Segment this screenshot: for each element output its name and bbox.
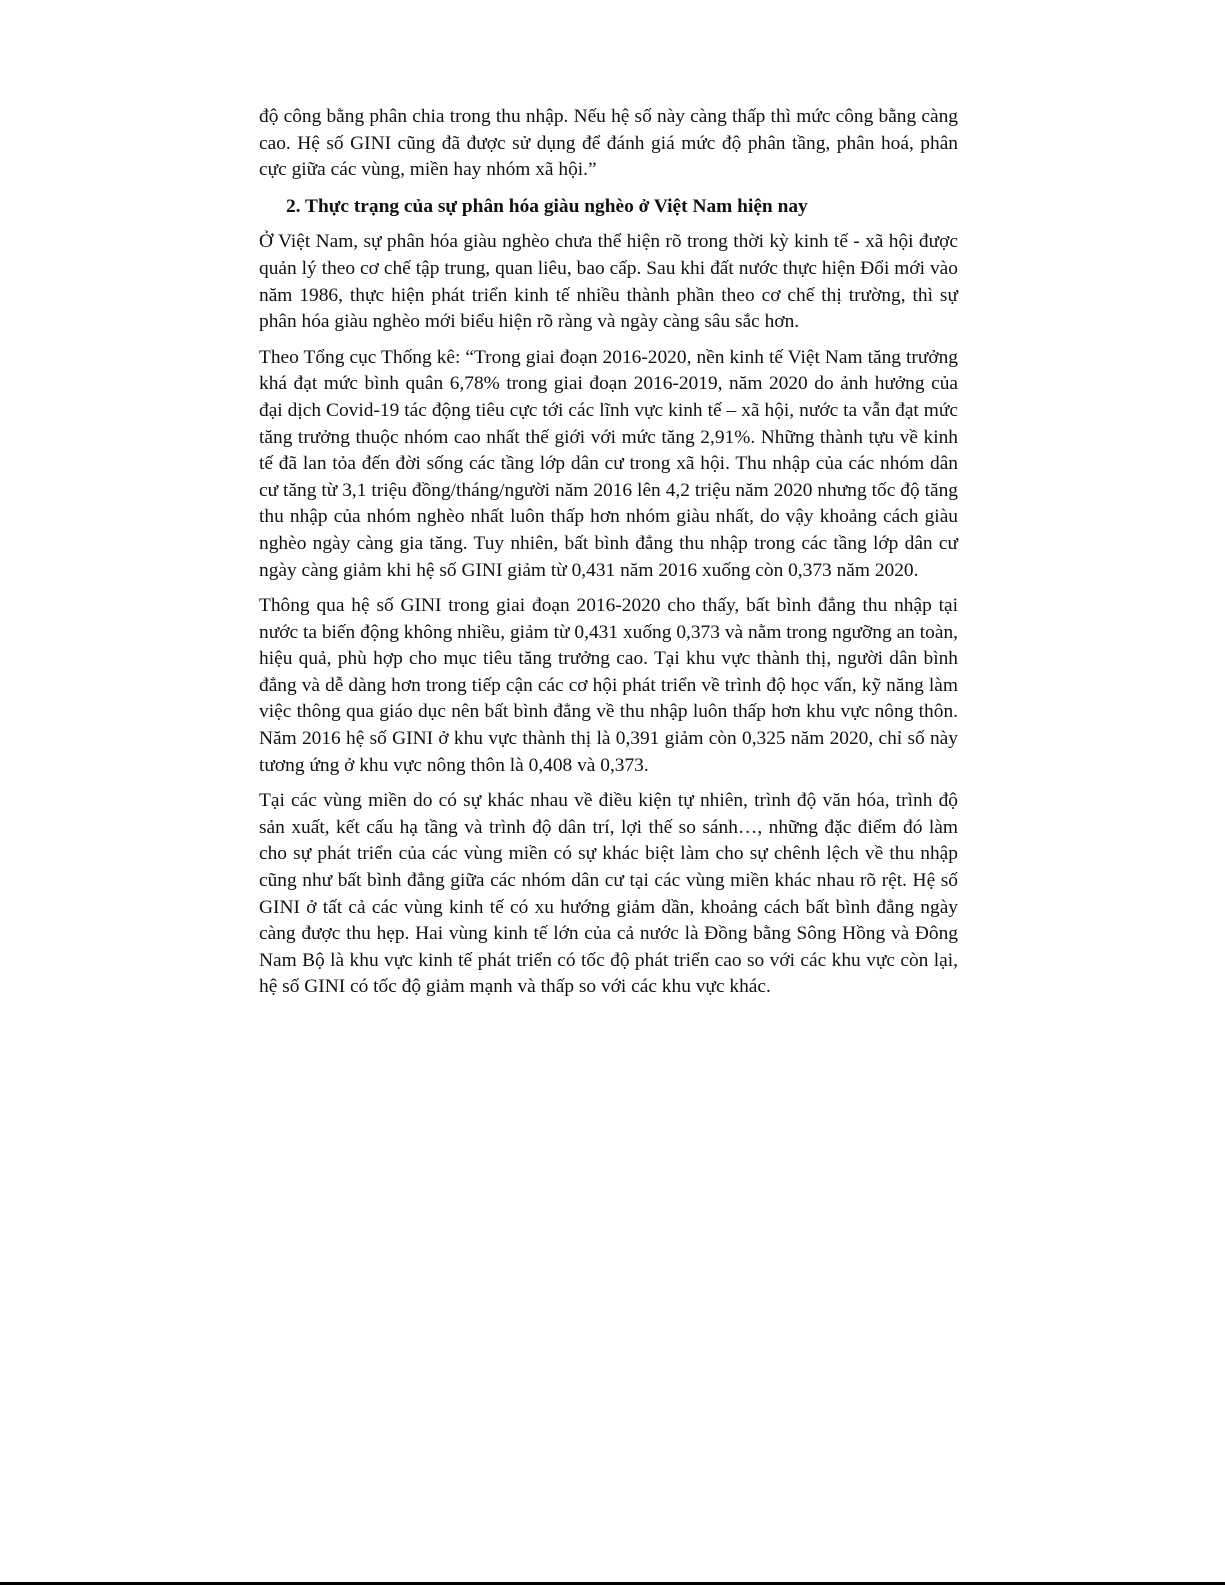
paragraph-overview: Ở Việt Nam, sự phân hóa giàu nghèo chưa thể hiện rõ trong thời kỳ kinh tế - xã hội được quản lý theo cơ chế tập trung, quan liêu, bao cấp. Sau khi đất nước thực hiện Đổi mới vào năm 1986, thực hiện phát triển kinh tế nhiều thành phần theo cơ chế thị trường, thì sự phân hóa giàu nghèo mới biểu hiện rõ ràng và ngày càng sâu sắc hơn.	[259, 231, 958, 333]
document-page	[259, 104, 958, 1001]
paragraph-regional: Tại các vùng miền do có sự khác nhau về điều kiện tự nhiên, trình độ văn hóa, trình độ sản xuất, kết cấu hạ tầng và trình độ dân trí, lợi thế so sánh…, những đặc điểm đó làm cho sự phát triển của các vùng miền có sự khác biệt làm cho sự chênh lệch về thu nhập cũng như bất bình đẳng giữa các nhóm dân cư tại các vùng miền khác nhau rõ rệt. Hệ số GINI ở tất cả các vùng kinh tế có xu hướng giảm dần, khoảng cách bất bình đẳng ngày càng được thu hẹp. Hai vùng kinh tế lớn của cả nước là Đồng bằng Sông Hồng và Đông Nam Bộ là khu vực kinh tế phát triển có tốc độ phát triển cao so với các khu vực còn lại, hệ số GINI có tốc độ giảm mạnh và thấp so với các khu vực khác.	[259, 790, 958, 998]
intro-paragraph: độ công bằng phân chia trong thu nhập. Nếu hệ số này càng thấp thì mức công bằng càng cao. Hệ số GINI cũng đã được sử dụng để đánh giá mức độ phân tầng, phân hoá, phân cực giữa các vùng, miền hay nhóm xã hội.”	[259, 106, 958, 181]
paragraph-statistics: Theo Tổng cục Thống kê: “Trong giai đoạn 2016-2020, nền kinh tế Việt Nam tăng trưởng khá đạt mức bình quân 6,78% trong giai đoạn 2016-2019, năm 2020 do ảnh hưởng của đại dịch Covid-19 tác động tiêu cực tới các lĩnh vực kinh tế – xã hội, nước ta vẫn đạt mức tăng trưởng thuộc nhóm cao nhất thế giới với mức tăng 2,91%. Những thành tựu về kinh tế đã lan tỏa đến đời sống các tầng lớp dân cư trong xã hội. Thu nhập của các nhóm dân cư tăng từ 3,1 triệu đồng/tháng/người năm 2016 lên 4,2 triệu năm 2020 nhưng tốc độ tăng thu nhập của nhóm nghèo nhất luôn thấp hơn nhóm giàu nhất, do vậy khoảng cách giàu nghèo ngày càng gia tăng. Tuy nhiên, bất bình đẳng thu nhập trong các tầng lớp dân cư ngày càng giảm khi hệ số GINI giảm từ 0,431 năm 2016 xuống còn 0,373 năm 2020.	[259, 346, 958, 581]
paragraph-gini-analysis: Thông qua hệ số GINI trong giai đoạn 2016-2020 cho thấy, bất bình đẳng thu nhập tại nước ta biến động không nhiều, giảm từ 0,431 xuống 0,373 và nằm trong ngưỡng an toàn, hiệu quả, phù hợp cho mục tiêu tăng trưởng cao. Tại khu vực thành thị, người dân bình đẳng và dễ dàng hơn trong tiếp cận các cơ hội phát triển về trình độ học vấn, kỹ năng làm việc thông qua giáo dục nên bất bình đẳng về thu nhập luôn thấp hơn khu vực nông thôn. Năm 2016 hệ số GINI ở khu vực thành thị là 0,391 giảm còn 0,325 năm 2020, chỉ số này tương ứng ở khu vực nông thôn là 0,408 và 0,373.	[259, 595, 958, 776]
section-heading: 2. Thực trạng của sự phân hóa giàu nghèo ở Việt Nam hiện nay	[286, 195, 808, 217]
